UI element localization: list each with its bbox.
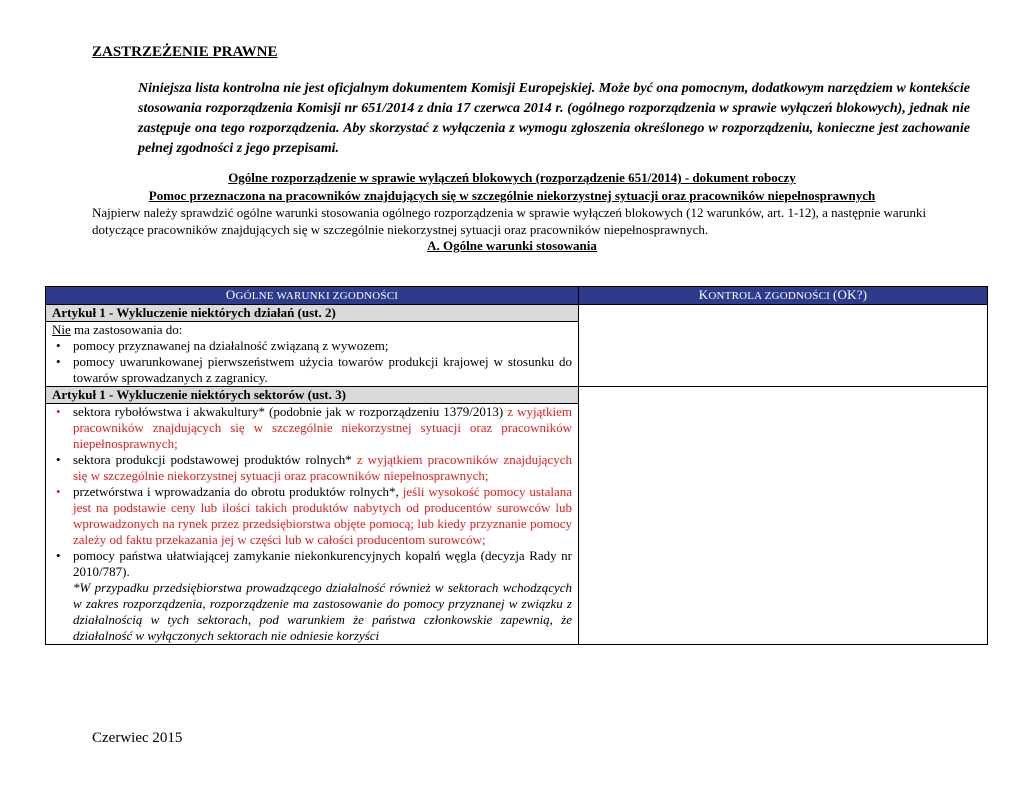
article-1-par-3-title: Artykuł 1 - Wykluczenie niektórych sektorów (ust. 3) <box>46 387 579 404</box>
not-word: Nie <box>52 322 71 337</box>
document-title: Ogólne rozporządzenie w sprawie wyłączeń blokowych (rozporządzenie 651/2014) - dokument roboczy <box>228 170 796 185</box>
document-subtitle: Pomoc przeznaczona na pracowników znajdujących się w szczególnie niekorzystnej sytuacji oraz pracowników niepełnosprawnych <box>148 188 876 203</box>
header-general-conditions: OGÓLNE WARUNKI ZGODNOŚCI <box>46 287 579 305</box>
section-a-heading: A. Ogólne warunki stosowania <box>427 238 597 253</box>
compliance-check-cell-1[interactable] <box>579 305 988 387</box>
article-1-par-2-title: Artykuł 1 - Wykluczenie niektórych działań (ust. 2) <box>46 305 579 322</box>
footer-date: Czerwiec 2015 <box>92 730 183 746</box>
intro-text: Najpierw należy sprawdzić ogólne warunki stosowania ogólnego rozporządzenia w sprawie wyłączeń blokowych (12 warunków, art. 1-12), a następnie warunki dotyczące pracowników znajdujących się w szczególnie niekorzystnej sytuacji oraz pracowników niepełnosprawnych. <box>92 205 927 237</box>
list-item: • pomocy uwarunkowanej pierwszeństwem użycia towarów produkcji krajowej w stosunku do towarów sprowadzanych z zagranicy. <box>52 354 572 386</box>
list-item: • sektora produkcji podstawowej produktów rolnych* z wyjątkiem pracowników znajdujących się w szczególnie niekorzystnej sytuacji oraz pracowników niepełnosprawnych; <box>52 452 572 484</box>
compliance-check-cell-2[interactable] <box>579 387 988 645</box>
footnote-text: *W przypadku przedsiębiorstwa prowadzącego działalność również w sektorach wchodzących w zakres rozporządzenia, rozporządzenie ma zastosowanie do pomocy przyznanej w związku z działalnością w tych sektorach, pod warunkiem że państwa członkowskie zapewnią, że działalność w wyłączonych sektorach nie odniesie korzyści <box>73 580 572 643</box>
list-item: • sektora rybołówstwa i akwakultury* (podobnie jak w rozporządzeniu 1379/2013) z wyjątkiem pracowników znajdujących się w szczególnie niekorzystnej sytuacji oraz pracowników niepełnosprawnych; <box>52 404 572 452</box>
table-header-row <box>46 287 988 305</box>
article-1-par-3-content <box>46 404 579 645</box>
header-compliance-check: KONTROLA ZGODNOŚCI (OK?) <box>579 287 988 305</box>
applies-lead: ma zastosowania do: <box>70 322 183 337</box>
list-item: • pomocy przyznawanej na działalność związaną z wywozem; <box>52 338 572 354</box>
compliance-table <box>45 286 988 645</box>
table-row <box>46 305 988 322</box>
table-row <box>46 387 988 404</box>
disclaimer-text: Niniejsza lista kontrolna nie jest oficjalnym dokumentem Komisji Europejskiej. Może być ona pomocnym, dodatkowym narzędziem w kontekście stosowania rozporządzenia Komisji nr 651/2014 z dnia 17 czerwca 2014 r. (ogólnego rozporządzenia w sprawie wyłączeń blokowych), jednak nie zastępuje ona tego rozporządzenia. Aby skorzystać z wyłączenia z wymogu zgłoszenia określonego w rozporządzeniu, konieczne jest zachowanie pełnej zgodności z jego przepisami. <box>138 81 970 156</box>
disclaimer-heading: ZASTRZEŻENIE PRAWNE <box>92 44 278 60</box>
list-item: • przetwórstwa i wprowadzania do obrotu produktów rolnych*, jeśli wysokość pomocy ustalana jest na podstawie ceny lub ilości takich produktów nabytych od producentów surowców lub wprowadzonych na rynek przez przedsiębiorstwa objęte pomocą; lub kiedy przyznanie pomocy zależy od faktu przekazania jej w części lub w całości producentom surowców; <box>52 484 572 548</box>
list-item: • pomocy państwa ułatwiającej zamykanie niekonkurencyjnych kopalń węgla (decyzja Rady nr 2010/787). <box>52 548 572 580</box>
article-1-par-2-content <box>46 322 579 387</box>
